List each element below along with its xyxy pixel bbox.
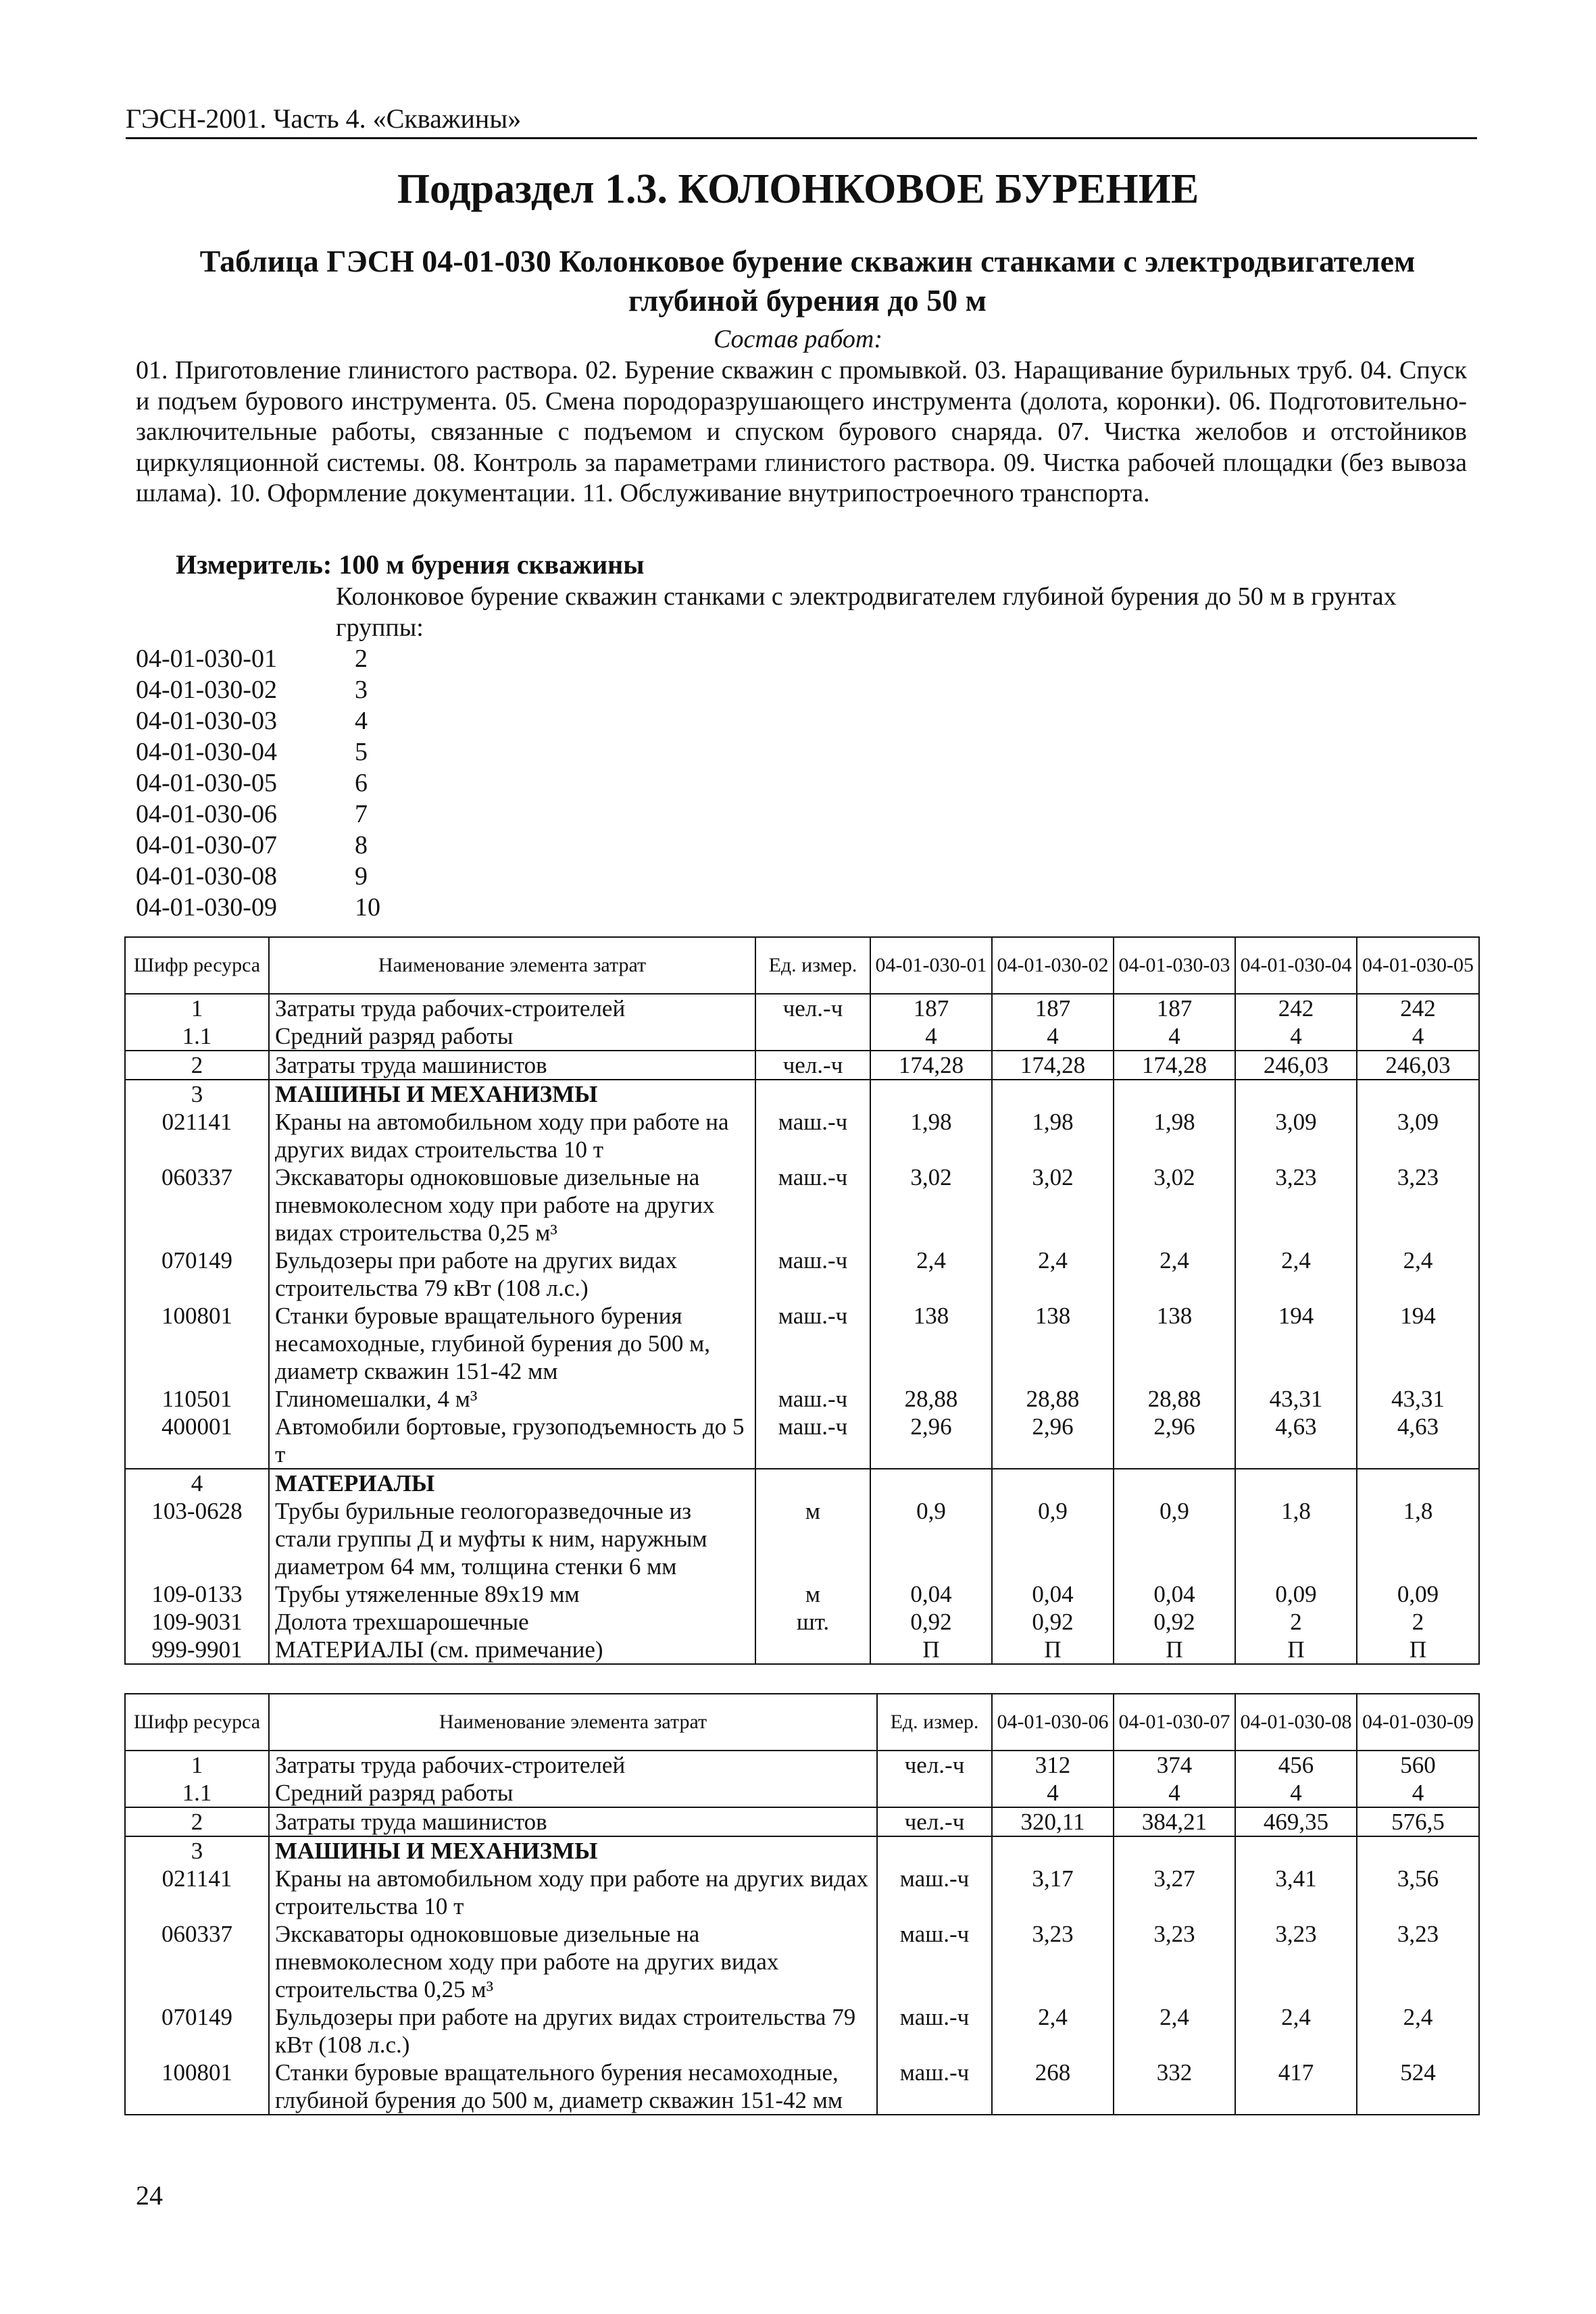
norm-value: П — [1357, 1636, 1479, 1664]
norm-code-row — [136, 674, 380, 705]
resource-code: 1.1 — [125, 1779, 269, 1807]
norm-value: 4 — [1357, 1022, 1479, 1051]
table-title: Таблица ГЭСН 04-01-030 Колонковое бурение скважин станками с электродвигателем глубиной бурения до 50 м — [199, 244, 1416, 318]
norm-value — [870, 1469, 992, 1497]
norm-value: 576,5 — [1357, 1807, 1479, 1836]
norm-code-row — [136, 799, 380, 830]
norm-value: 2,96 — [870, 1413, 992, 1469]
norm-value: 246,03 — [1357, 1051, 1479, 1080]
norm-value: 3,02 — [870, 1163, 992, 1247]
unit: маш.-ч — [877, 2059, 992, 2115]
norm-value: 242 — [1235, 994, 1357, 1022]
norm-value: 469,35 — [1235, 1807, 1357, 1836]
table-row — [125, 1080, 1479, 1108]
cost-element-name: Средний разряд работы — [269, 1022, 755, 1051]
norm-value: 3,23 — [1114, 1920, 1235, 2003]
norm-code-row — [136, 768, 380, 799]
norm-value: 43,31 — [1357, 1385, 1479, 1413]
resource-code: 021141 — [125, 1865, 269, 1920]
norm-value — [1114, 1080, 1235, 1108]
soil-group: 7 — [355, 800, 368, 828]
column-header: Наименование элемента затрат — [269, 1694, 877, 1751]
resource-code: 100801 — [125, 1302, 269, 1385]
unit: шт. — [755, 1608, 870, 1636]
norm-value: 2,4 — [1235, 1247, 1357, 1302]
norm-value: 1,98 — [992, 1108, 1114, 1163]
column-header: 04-01-030-03 — [1114, 937, 1235, 994]
unit — [877, 1779, 992, 1807]
table-row — [125, 1469, 1479, 1497]
norm-value: 138 — [992, 1302, 1114, 1385]
page-number: 24 — [136, 2180, 163, 2211]
unit: м — [755, 1497, 870, 1580]
work-composition-caption: Состав работ: — [713, 325, 883, 353]
unit: маш.-ч — [755, 1385, 870, 1413]
unit — [755, 1469, 870, 1497]
cost-element-name: Средний разряд работы — [269, 1779, 877, 1807]
norm-value: 28,88 — [992, 1385, 1114, 1413]
norm-value: 0,92 — [870, 1608, 992, 1636]
column-header: 04-01-030-01 — [870, 937, 992, 994]
norm-code: 04-01-030-09 — [136, 893, 277, 922]
norm-value: 242 — [1357, 994, 1479, 1022]
table-row — [125, 1413, 1479, 1469]
resource-code: 070149 — [125, 2003, 269, 2059]
unit: маш.-ч — [755, 1413, 870, 1469]
norm-value: 456 — [1235, 1751, 1357, 1779]
resource-code: 109-0133 — [125, 1580, 269, 1608]
table-row — [125, 1636, 1479, 1664]
norm-value: 28,88 — [1114, 1385, 1235, 1413]
cost-element-name: МАШИНЫ И МЕХАНИЗМЫ — [269, 1836, 877, 1865]
cost-element-name: Трубы утяжеленные 89х19 мм — [269, 1580, 755, 1608]
norm-value: 3,23 — [1235, 1920, 1357, 2003]
norm-value: 4 — [1235, 1022, 1357, 1051]
norm-value: 2 — [1235, 1608, 1357, 1636]
table-row — [125, 1807, 1479, 1836]
table-row — [125, 1497, 1479, 1580]
norm-value: 4 — [1114, 1779, 1235, 1807]
unit: чел.-ч — [877, 1807, 992, 1836]
resource-code: 110501 — [125, 1385, 269, 1413]
norm-value: 0,09 — [1235, 1580, 1357, 1608]
norm-value: 4 — [1357, 1779, 1479, 1807]
norm-value — [1235, 1080, 1357, 1108]
norm-value: 3,09 — [1235, 1108, 1357, 1163]
unit — [755, 1636, 870, 1664]
norm-value: 4,63 — [1235, 1413, 1357, 1469]
table-row — [125, 1608, 1479, 1636]
norm-value: 4 — [1235, 1779, 1357, 1807]
resource-code: 1 — [125, 994, 269, 1022]
column-header: 04-01-030-08 — [1235, 1694, 1357, 1751]
cost-element-name: Затраты труда рабочих-строителей — [269, 994, 755, 1022]
cost-element-name: Трубы бурильные геологоразведочные из стали группы Д и муфты к ним, наружным диаметром 64 мм, толщина стенки 6 мм — [269, 1497, 755, 1580]
norm-code-row — [136, 705, 380, 736]
unit: маш.-ч — [877, 1865, 992, 1920]
unit: маш.-ч — [877, 2003, 992, 2059]
resource-code: 021141 — [125, 1108, 269, 1163]
norm-code: 04-01-030-03 — [136, 707, 277, 735]
norm-value: 0,04 — [870, 1580, 992, 1608]
norm-value: 138 — [1114, 1302, 1235, 1385]
cost-element-name: Затраты труда машинистов — [269, 1051, 755, 1080]
norm-value: 174,28 — [992, 1051, 1114, 1080]
resource-code: 4 — [125, 1469, 269, 1497]
norm-value: 174,28 — [870, 1051, 992, 1080]
norm-value: 187 — [870, 994, 992, 1022]
norm-value: 3,23 — [1235, 1163, 1357, 1247]
norm-value: 1,8 — [1357, 1497, 1479, 1580]
norm-value: П — [870, 1636, 992, 1664]
section-title: Подраздел 1.3. КОЛОНКОВОЕ БУРЕНИЕ — [397, 166, 1199, 212]
cost-element-name: Затраты труда машинистов — [269, 1807, 877, 1836]
table-row — [125, 1580, 1479, 1608]
unit: чел.-ч — [755, 1051, 870, 1080]
norm-value: 4,63 — [1357, 1413, 1479, 1469]
norm-value: 3,02 — [992, 1163, 1114, 1247]
norm-value: 4 — [870, 1022, 992, 1051]
cost-element-name: МАШИНЫ И МЕХАНИЗМЫ — [269, 1080, 755, 1108]
norm-value — [1357, 1836, 1479, 1865]
norm-code-row — [136, 643, 380, 674]
unit: маш.-ч — [755, 1163, 870, 1247]
norm-value: 194 — [1235, 1302, 1357, 1385]
norm-value: 560 — [1357, 1751, 1479, 1779]
soil-group: 9 — [355, 862, 368, 890]
table-row — [125, 994, 1479, 1022]
norm-value: 3,23 — [1357, 1163, 1479, 1247]
norm-value: 194 — [1357, 1302, 1479, 1385]
measure-unit: Измеритель: 100 м бурения скважины — [176, 549, 645, 580]
resource-code: 070149 — [125, 1247, 269, 1302]
norm-code-row — [136, 736, 380, 768]
column-header: Шифр ресурса — [125, 1694, 269, 1751]
column-header: Шифр ресурса — [125, 937, 269, 994]
resource-code: 2 — [125, 1051, 269, 1080]
cost-element-name: Бульдозеры при работе на других видах строительства 79 кВт (108 л.с.) — [269, 1247, 755, 1302]
soil-group: 4 — [355, 707, 368, 735]
resource-code: 060337 — [125, 1920, 269, 2003]
norm-value: 3,41 — [1235, 1865, 1357, 1920]
norm-value: 2,4 — [870, 1247, 992, 1302]
norm-value: 0,9 — [992, 1497, 1114, 1580]
cost-element-name: Глиномешалки, 4 м³ — [269, 1385, 755, 1413]
cost-element-name: Экскаваторы одноковшовые дизельные на пневмоколесном ходу при работе на других видах строительства 0,25 м³ — [269, 1163, 755, 1247]
norm-value: 1,8 — [1235, 1497, 1357, 1580]
norm-value: П — [1235, 1636, 1357, 1664]
norm-value: 0,04 — [1114, 1580, 1235, 1608]
resource-code: 2 — [125, 1807, 269, 1836]
column-header: 04-01-030-05 — [1357, 937, 1479, 994]
resource-code: 1.1 — [125, 1022, 269, 1051]
column-header: Наименование элемента затрат — [269, 937, 755, 994]
soil-group: 3 — [355, 676, 368, 704]
column-header: 04-01-030-02 — [992, 937, 1114, 994]
unit: м — [755, 1580, 870, 1608]
cost-element-name: Автомобили бортовые, грузоподъемность до 5 т — [269, 1413, 755, 1469]
norm-value: 43,31 — [1235, 1385, 1357, 1413]
norm-value: 2,4 — [1235, 2003, 1357, 2059]
norm-code: 04-01-030-07 — [136, 831, 277, 859]
norm-value: 1,98 — [870, 1108, 992, 1163]
running-head: ГЭСН-2001. Часть 4. «Скважины» — [126, 103, 1477, 139]
resource-code: 400001 — [125, 1413, 269, 1469]
norm-code: 04-01-030-01 — [136, 645, 277, 673]
unit: маш.-ч — [755, 1302, 870, 1385]
table-row — [125, 1051, 1479, 1080]
column-header: Ед. измер. — [755, 937, 870, 994]
soil-group: 10 — [355, 893, 380, 922]
norm-value: 2,4 — [1357, 2003, 1479, 2059]
resource-code: 060337 — [125, 1163, 269, 1247]
norm-value — [1235, 1469, 1357, 1497]
cost-element-name: Бульдозеры при работе на других видах строительства 79 кВт (108 л.с.) — [269, 2003, 877, 2059]
column-header: 04-01-030-07 — [1114, 1694, 1235, 1751]
soil-group: 6 — [355, 769, 368, 797]
norm-value: П — [992, 1636, 1114, 1664]
cost-element-name: Краны на автомобильном ходу при работе на других видах строительства 10 т — [269, 1865, 877, 1920]
norm-code: 04-01-030-04 — [136, 738, 277, 766]
norm-code: 04-01-030-02 — [136, 676, 277, 704]
resource-table-2 — [124, 1693, 1480, 2115]
norm-code-row — [136, 861, 380, 892]
norm-code: 04-01-030-08 — [136, 862, 277, 890]
norm-value: 187 — [992, 994, 1114, 1022]
norm-value: 3,27 — [1114, 1865, 1235, 1920]
norm-value — [1114, 1469, 1235, 1497]
norm-value: 2,96 — [992, 1413, 1114, 1469]
cost-element-name: Долота трехшарошечные — [269, 1608, 755, 1636]
norm-value: 174,28 — [1114, 1051, 1235, 1080]
resource-code: 100801 — [125, 2059, 269, 2115]
norm-value: 384,21 — [1114, 1807, 1235, 1836]
soil-group: 8 — [355, 831, 368, 859]
norm-value: 2,4 — [1357, 1247, 1479, 1302]
norm-codes-list — [136, 643, 380, 923]
resource-code: 3 — [125, 1836, 269, 1865]
column-header: 04-01-030-06 — [992, 1694, 1114, 1751]
norm-value: 2,4 — [992, 1247, 1114, 1302]
norm-value: 2,4 — [1114, 1247, 1235, 1302]
soil-group: 5 — [355, 738, 368, 766]
table-row — [125, 1022, 1479, 1051]
norm-value: 320,11 — [992, 1807, 1114, 1836]
norm-value: 2,4 — [992, 2003, 1114, 2059]
norm-code-row — [136, 830, 380, 861]
table-row — [125, 1247, 1479, 1302]
work-composition-text: 01. Приготовление глинистого раствора. 02. Бурение скважин с промывкой. 03. Наращивание бурильных труб. 04. Спуск и подъем бурового инструмента. 05. Смена породоразрушающего инструмента (долота, коронки). 06. Подготовительно-заключительные работы, связанные с подъемом и спуском бурового снаряда. 07. Чистка желобов и отстойников циркуляционной системы. 08. Контроль за параметрами глинистого раствора. 09. Чистка рабочей площадки (без вывоза шлама). 10. Оформление документации. 11. Обслуживание внутрипостроечного транспорта. — [136, 356, 1467, 507]
table-row — [125, 2059, 1479, 2115]
table-row — [125, 1385, 1479, 1413]
column-header: Ед. измер. — [877, 1694, 992, 1751]
norm-value: 3,09 — [1357, 1108, 1479, 1163]
norm-code: 04-01-030-05 — [136, 769, 277, 797]
norm-value: 3,56 — [1357, 1865, 1479, 1920]
table-row — [125, 1836, 1479, 1865]
norm-value: 0,04 — [992, 1580, 1114, 1608]
resource-code: 103-0628 — [125, 1497, 269, 1580]
unit: маш.-ч — [877, 1920, 992, 2003]
table-row — [125, 1865, 1479, 1920]
unit — [877, 1836, 992, 1865]
resource-code: 3 — [125, 1080, 269, 1108]
norm-value — [992, 1836, 1114, 1865]
table-row — [125, 1302, 1479, 1385]
unit: чел.-ч — [755, 994, 870, 1022]
norm-value: П — [1114, 1636, 1235, 1664]
norm-value: 0,92 — [992, 1608, 1114, 1636]
table-row — [125, 1751, 1479, 1779]
norm-value: 0,09 — [1357, 1580, 1479, 1608]
norm-value: 332 — [1114, 2059, 1235, 2115]
norm-code: 04-01-030-06 — [136, 800, 277, 828]
column-header: 04-01-030-04 — [1235, 937, 1357, 994]
soil-group: 2 — [355, 645, 368, 673]
cost-element-name: МАТЕРИАЛЫ (см. примечание) — [269, 1636, 755, 1664]
norm-value: 3,23 — [992, 1920, 1114, 2003]
unit — [755, 1080, 870, 1108]
unit: маш.-ч — [755, 1108, 870, 1163]
norm-value — [992, 1080, 1114, 1108]
table-row — [125, 2003, 1479, 2059]
norm-value: 0,9 — [1114, 1497, 1235, 1580]
norm-value: 1,98 — [1114, 1108, 1235, 1163]
unit: чел.-ч — [877, 1751, 992, 1779]
cost-element-name: Станки буровые вращательного бурения несамоходные, глубиной бурения до 500 м, диаметр скважин 151-42 мм — [269, 2059, 877, 2115]
norm-value: 4 — [992, 1779, 1114, 1807]
table-row — [125, 1920, 1479, 2003]
table-row — [125, 1163, 1479, 1247]
norm-value: 524 — [1357, 2059, 1479, 2115]
norm-value: 4 — [992, 1022, 1114, 1051]
norm-value: 2 — [1357, 1608, 1479, 1636]
norm-value: 312 — [992, 1751, 1114, 1779]
norm-value: 0,92 — [1114, 1608, 1235, 1636]
table-row — [125, 1779, 1479, 1807]
norm-value: 3,17 — [992, 1865, 1114, 1920]
norm-value: 4 — [1114, 1022, 1235, 1051]
norm-value: 2,4 — [1114, 2003, 1235, 2059]
norm-value — [870, 1080, 992, 1108]
norm-value: 417 — [1235, 2059, 1357, 2115]
cost-element-name: Краны на автомобильном ходу при работе на других видах строительства 10 т — [269, 1108, 755, 1163]
cost-element-name: Экскаваторы одноковшовые дизельные на пневмоколесном ходу при работе на других видах строительства 0,25 м³ — [269, 1920, 877, 2003]
norm-value: 3,02 — [1114, 1163, 1235, 1247]
norm-code-row — [136, 892, 380, 923]
unit: маш.-ч — [755, 1247, 870, 1302]
table-row — [125, 1108, 1479, 1163]
norm-value: 3,23 — [1357, 1920, 1479, 2003]
norm-value — [1357, 1469, 1479, 1497]
norm-value — [992, 1469, 1114, 1497]
cost-element-name: Станки буровые вращательного бурения несамоходные, глубиной бурения до 500 м, диаметр скважин 151-42 мм — [269, 1302, 755, 1385]
cost-element-name: МАТЕРИАЛЫ — [269, 1469, 755, 1497]
norm-value — [1235, 1836, 1357, 1865]
cost-element-name: Затраты труда рабочих-строителей — [269, 1751, 877, 1779]
resource-code: 109-9031 — [125, 1608, 269, 1636]
norm-value: 0,9 — [870, 1497, 992, 1580]
group-intro: Колонковое бурение скважин станками с электродвигателем глубиной бурения до 50 м в грунтах группы: — [336, 582, 1397, 642]
resource-code: 1 — [125, 1751, 269, 1779]
norm-value — [1114, 1836, 1235, 1865]
norm-value: 138 — [870, 1302, 992, 1385]
norm-value: 268 — [992, 2059, 1114, 2115]
resource-table-1 — [124, 936, 1480, 1665]
norm-value: 28,88 — [870, 1385, 992, 1413]
norm-value: 187 — [1114, 994, 1235, 1022]
norm-value: 246,03 — [1235, 1051, 1357, 1080]
norm-value: 374 — [1114, 1751, 1235, 1779]
norm-value — [1357, 1080, 1479, 1108]
column-header: 04-01-030-09 — [1357, 1694, 1479, 1751]
norm-value: 2,96 — [1114, 1413, 1235, 1469]
unit — [755, 1022, 870, 1051]
resource-code: 999-9901 — [125, 1636, 269, 1664]
